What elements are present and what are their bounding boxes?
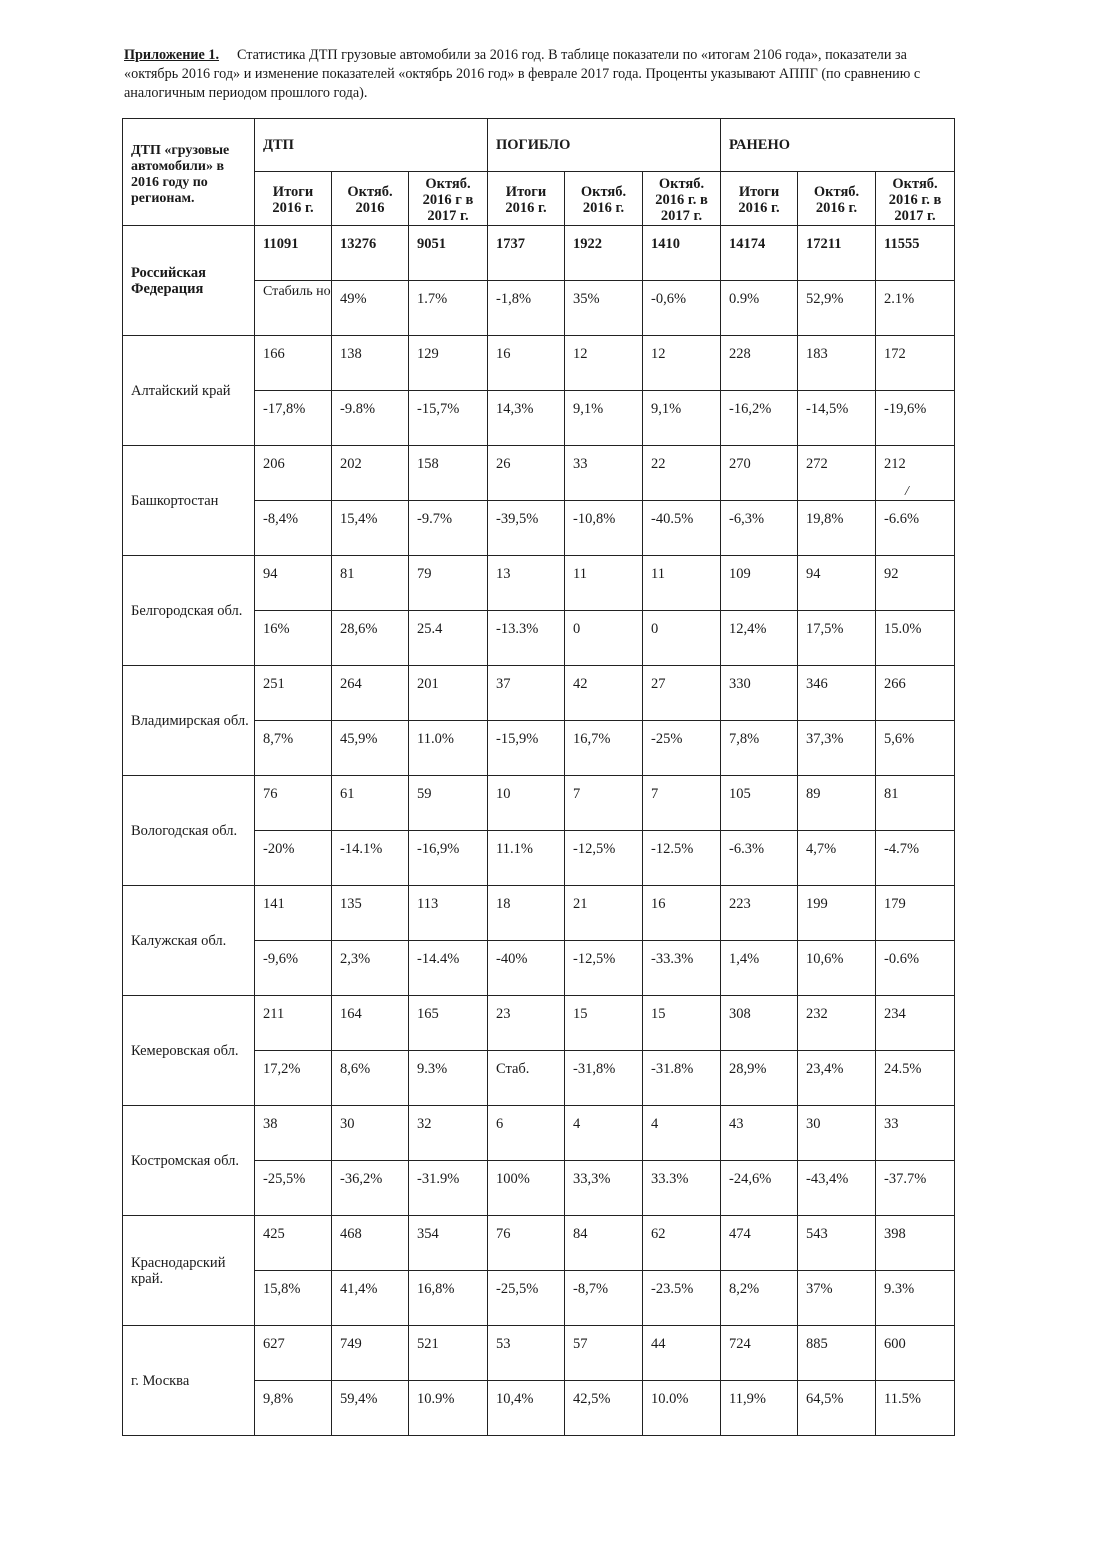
subheader: Октяб. 2016 г. xyxy=(565,172,643,226)
percent-cell: -9.7% xyxy=(409,501,488,556)
value-cell: 13 xyxy=(488,556,565,611)
percent-cell: 1,4% xyxy=(721,941,798,996)
percent-cell: 64,5% xyxy=(798,1381,876,1436)
percent-cell: -16,2% xyxy=(721,391,798,446)
value-cell: 206 xyxy=(255,446,332,501)
percent-cell: -23.5% xyxy=(643,1271,721,1326)
value-cell: 179 xyxy=(876,886,955,941)
table-row-values xyxy=(123,556,955,611)
percent-cell: 11.0% xyxy=(409,721,488,776)
percent-cell: -0,6% xyxy=(643,281,721,336)
value-cell: 42 xyxy=(565,666,643,721)
percent-cell: -4.7% xyxy=(876,831,955,886)
value-cell: 354 xyxy=(409,1216,488,1271)
value-cell: 30 xyxy=(798,1106,876,1161)
value-cell: 138 xyxy=(332,336,409,391)
table-row-values xyxy=(123,446,955,501)
percent-cell: 8,2% xyxy=(721,1271,798,1326)
percent-cell: -24,6% xyxy=(721,1161,798,1216)
table-row-values xyxy=(123,336,955,391)
value-cell: 228 xyxy=(721,336,798,391)
region-name: Костромская обл. xyxy=(123,1106,255,1216)
percent-cell: -31,8% xyxy=(565,1051,643,1106)
percent-cell: -40% xyxy=(488,941,565,996)
percent-cell: 0.9% xyxy=(721,281,798,336)
percent-cell: 42,5% xyxy=(565,1381,643,1436)
percent-cell: -8,7% xyxy=(565,1271,643,1326)
percent-cell: 14,3% xyxy=(488,391,565,446)
percent-cell: -12.5% xyxy=(643,831,721,886)
percent-cell: -31.8% xyxy=(643,1051,721,1106)
table-row-values xyxy=(123,226,955,281)
value-cell: 94 xyxy=(255,556,332,611)
value-cell: 7 xyxy=(643,776,721,831)
value-cell: 164 xyxy=(332,996,409,1051)
value-cell: 165 xyxy=(409,996,488,1051)
value-cell: 16 xyxy=(488,336,565,391)
value-cell: 129 xyxy=(409,336,488,391)
value-cell: 885 xyxy=(798,1326,876,1381)
value-cell: 27 xyxy=(643,666,721,721)
value-cell: 724 xyxy=(721,1326,798,1381)
value-cell: 16 xyxy=(643,886,721,941)
percent-cell: 37% xyxy=(798,1271,876,1326)
value-cell: 330 xyxy=(721,666,798,721)
value-cell: 37 xyxy=(488,666,565,721)
percent-cell: -17,8% xyxy=(255,391,332,446)
region-name: Российская Федерация xyxy=(123,226,255,336)
value-cell: 13276 xyxy=(332,226,409,281)
percent-cell: Стабиль но xyxy=(255,281,332,336)
percent-cell: 10,6% xyxy=(798,941,876,996)
percent-cell: -14.4% xyxy=(409,941,488,996)
value-cell: 308 xyxy=(721,996,798,1051)
percent-cell: -6,3% xyxy=(721,501,798,556)
value-cell: 7 xyxy=(565,776,643,831)
percent-cell: -31.9% xyxy=(409,1161,488,1216)
percent-cell: -14.1% xyxy=(332,831,409,886)
value-cell: 53 xyxy=(488,1326,565,1381)
corner-header: ДТП «грузовые автомобили» в 2016 году по регионам. xyxy=(123,119,255,226)
percent-cell: Стаб. xyxy=(488,1051,565,1106)
value-cell: 202 xyxy=(332,446,409,501)
table-row-values xyxy=(123,1106,955,1161)
percent-cell: 37,3% xyxy=(798,721,876,776)
value-cell: 201 xyxy=(409,666,488,721)
value-cell: 89 xyxy=(798,776,876,831)
percent-cell: -37.7% xyxy=(876,1161,955,1216)
value-cell: 270 xyxy=(721,446,798,501)
value-cell: 12 xyxy=(643,336,721,391)
percent-cell: -15,9% xyxy=(488,721,565,776)
percent-cell: 33.3% xyxy=(643,1161,721,1216)
percent-cell: 16,8% xyxy=(409,1271,488,1326)
percent-cell: 4,7% xyxy=(798,831,876,886)
percent-cell: -33.3% xyxy=(643,941,721,996)
percent-cell: -1,8% xyxy=(488,281,565,336)
value-cell: 92 xyxy=(876,556,955,611)
accident-statistics-table xyxy=(122,118,955,1436)
value-cell: 158 xyxy=(409,446,488,501)
percent-cell: -15,7% xyxy=(409,391,488,446)
region-name: г. Москва xyxy=(123,1326,255,1436)
value-cell: 1737 xyxy=(488,226,565,281)
value-cell: 425 xyxy=(255,1216,332,1271)
table-row-values xyxy=(123,1216,955,1271)
table-row-values xyxy=(123,996,955,1051)
percent-cell: 8,6% xyxy=(332,1051,409,1106)
value-cell: 183 xyxy=(798,336,876,391)
percent-cell: 2.1% xyxy=(876,281,955,336)
value-cell: 600 xyxy=(876,1326,955,1381)
subheader: Октяб. 2016 xyxy=(332,172,409,226)
region-name: Белгородская обл. xyxy=(123,556,255,666)
percent-cell: 10.9% xyxy=(409,1381,488,1436)
region-name: Владимирская обл. xyxy=(123,666,255,776)
value-cell: 26 xyxy=(488,446,565,501)
percent-cell: 9,1% xyxy=(565,391,643,446)
subheader: Октяб. 2016 г. в 2017 г. xyxy=(643,172,721,226)
value-cell: 251 xyxy=(255,666,332,721)
percent-cell: 24.5% xyxy=(876,1051,955,1106)
value-cell: 61 xyxy=(332,776,409,831)
region-name: Алтайский край xyxy=(123,336,255,446)
percent-cell: -36,2% xyxy=(332,1161,409,1216)
percent-cell: -12,5% xyxy=(565,831,643,886)
percent-cell: -8,4% xyxy=(255,501,332,556)
value-cell: 4 xyxy=(565,1106,643,1161)
percent-cell: 9,8% xyxy=(255,1381,332,1436)
percent-cell: 2,3% xyxy=(332,941,409,996)
percent-cell: 10.0% xyxy=(643,1381,721,1436)
value-cell: 94 xyxy=(798,556,876,611)
percent-cell: -25% xyxy=(643,721,721,776)
subheader: Итоги 2016 г. xyxy=(721,172,798,226)
value-cell: 14174 xyxy=(721,226,798,281)
percent-cell: -13.3% xyxy=(488,611,565,666)
value-cell: 4 xyxy=(643,1106,721,1161)
percent-cell: 16,7% xyxy=(565,721,643,776)
percent-cell: 11,9% xyxy=(721,1381,798,1436)
value-cell: 398 xyxy=(876,1216,955,1271)
value-cell: 22 xyxy=(643,446,721,501)
percent-cell: 9.3% xyxy=(409,1051,488,1106)
percent-cell: 0 xyxy=(565,611,643,666)
value-cell: 44 xyxy=(643,1326,721,1381)
percent-cell: -43,4% xyxy=(798,1161,876,1216)
table-row-values xyxy=(123,1326,955,1381)
value-cell: 627 xyxy=(255,1326,332,1381)
percent-cell: -40.5% xyxy=(643,501,721,556)
region-name: Вологодская обл. xyxy=(123,776,255,886)
group-header-injured: РАНЕНО xyxy=(721,119,955,172)
subheader: Итоги 2016 г. xyxy=(488,172,565,226)
value-cell: 1410 xyxy=(643,226,721,281)
value-cell: 11 xyxy=(643,556,721,611)
value-cell: 81 xyxy=(876,776,955,831)
value-cell: 57 xyxy=(565,1326,643,1381)
table-row-values xyxy=(123,886,955,941)
value-cell: 266 xyxy=(876,666,955,721)
value-cell: 59 xyxy=(409,776,488,831)
value-cell: 9051 xyxy=(409,226,488,281)
percent-cell: -6.3% xyxy=(721,831,798,886)
value-cell: 79 xyxy=(409,556,488,611)
percent-cell: 15,8% xyxy=(255,1271,332,1326)
percent-cell: -12,5% xyxy=(565,941,643,996)
value-cell: 15 xyxy=(565,996,643,1051)
percent-cell: 59,4% xyxy=(332,1381,409,1436)
value-cell: 109 xyxy=(721,556,798,611)
group-header-killed: ПОГИБЛО xyxy=(488,119,721,172)
value-cell: 21 xyxy=(565,886,643,941)
pen-mark: / xyxy=(905,484,909,499)
value-cell: 62 xyxy=(643,1216,721,1271)
percent-cell: -39,5% xyxy=(488,501,565,556)
value-cell: 11555 xyxy=(876,226,955,281)
value-cell: 212 xyxy=(876,446,955,501)
percent-cell: 9.3% xyxy=(876,1271,955,1326)
percent-cell: -20% xyxy=(255,831,332,886)
header-group-row xyxy=(123,119,955,172)
value-cell: 113 xyxy=(409,886,488,941)
value-cell: 166 xyxy=(255,336,332,391)
value-cell: 6 xyxy=(488,1106,565,1161)
value-cell: 135 xyxy=(332,886,409,941)
percent-cell: 28,6% xyxy=(332,611,409,666)
value-cell: 1922 xyxy=(565,226,643,281)
intro-paragraph xyxy=(124,46,954,103)
percent-cell: 7,8% xyxy=(721,721,798,776)
table-row-values xyxy=(123,776,955,831)
percent-cell: 49% xyxy=(332,281,409,336)
percent-cell: 1.7% xyxy=(409,281,488,336)
value-cell: 211 xyxy=(255,996,332,1051)
value-cell: 18 xyxy=(488,886,565,941)
percent-cell: 33,3% xyxy=(565,1161,643,1216)
percent-cell: 9,1% xyxy=(643,391,721,446)
value-cell: 32 xyxy=(409,1106,488,1161)
value-cell: 264 xyxy=(332,666,409,721)
value-cell: 43 xyxy=(721,1106,798,1161)
percent-cell: -25,5% xyxy=(488,1271,565,1326)
percent-cell: 10,4% xyxy=(488,1381,565,1436)
percent-cell: 17,5% xyxy=(798,611,876,666)
percent-cell: 52,9% xyxy=(798,281,876,336)
percent-cell: -9.8% xyxy=(332,391,409,446)
table-row-values xyxy=(123,666,955,721)
percent-cell: -0.6% xyxy=(876,941,955,996)
percent-cell: 0 xyxy=(643,611,721,666)
value-cell: 223 xyxy=(721,886,798,941)
region-name: Кемеровская обл. xyxy=(123,996,255,1106)
percent-cell: 23,4% xyxy=(798,1051,876,1106)
percent-cell: 28,9% xyxy=(721,1051,798,1106)
intro-text: Статистика ДТП грузовые автомобили за 2016 год. В таблице показатели по «итогам 2106 года», показатели за «октябрь 2016 год» и изменение показателей «октябрь 2016 год» в феврале 2017 года. Проценты указывают АППГ (по сравнению с аналогичным периодом прошлого года). xyxy=(124,47,921,101)
percent-cell: 17,2% xyxy=(255,1051,332,1106)
value-cell: 33 xyxy=(565,446,643,501)
value-cell: 76 xyxy=(488,1216,565,1271)
value-cell: 272 xyxy=(798,446,876,501)
percent-cell: 5,6% xyxy=(876,721,955,776)
percent-cell: 8,7% xyxy=(255,721,332,776)
value-cell: 749 xyxy=(332,1326,409,1381)
value-cell: 141 xyxy=(255,886,332,941)
value-cell: 15 xyxy=(643,996,721,1051)
region-name: Краснодарский край. xyxy=(123,1216,255,1326)
subheader: Октяб. 2016 г. xyxy=(798,172,876,226)
percent-cell: -10,8% xyxy=(565,501,643,556)
subheader: Итоги 2016 г. xyxy=(255,172,332,226)
percent-cell: 16% xyxy=(255,611,332,666)
value-cell: 10 xyxy=(488,776,565,831)
value-cell: 11091 xyxy=(255,226,332,281)
percent-cell: 11.5% xyxy=(876,1381,955,1436)
group-header-dtp: ДТП xyxy=(255,119,488,172)
subheader: Октяб. 2016 г в 2017 г. xyxy=(409,172,488,226)
value-cell: 234 xyxy=(876,996,955,1051)
value-cell: 30 xyxy=(332,1106,409,1161)
value-cell: 346 xyxy=(798,666,876,721)
percent-cell: 19,8% xyxy=(798,501,876,556)
value-cell: 474 xyxy=(721,1216,798,1271)
percent-cell: -14,5% xyxy=(798,391,876,446)
percent-cell: 35% xyxy=(565,281,643,336)
percent-cell: -16,9% xyxy=(409,831,488,886)
percent-cell: 12,4% xyxy=(721,611,798,666)
value-cell: 543 xyxy=(798,1216,876,1271)
percent-cell: 45,9% xyxy=(332,721,409,776)
value-cell: 84 xyxy=(565,1216,643,1271)
region-name: Калужская обл. xyxy=(123,886,255,996)
value-cell: 33 xyxy=(876,1106,955,1161)
value-cell: 105 xyxy=(721,776,798,831)
value-cell: 521 xyxy=(409,1326,488,1381)
percent-cell: 100% xyxy=(488,1161,565,1216)
percent-cell: 41,4% xyxy=(332,1271,409,1326)
percent-cell: 11.1% xyxy=(488,831,565,886)
value-cell: 172 xyxy=(876,336,955,391)
value-cell: 232 xyxy=(798,996,876,1051)
appendix-label: Приложение 1. xyxy=(124,47,220,63)
percent-cell: 25.4 xyxy=(409,611,488,666)
value-cell: 11 xyxy=(565,556,643,611)
percent-cell: -6.6% xyxy=(876,501,955,556)
percent-cell: 15.0% xyxy=(876,611,955,666)
value-cell: 81 xyxy=(332,556,409,611)
percent-cell: -25,5% xyxy=(255,1161,332,1216)
value-cell: 38 xyxy=(255,1106,332,1161)
percent-cell: -19,6% xyxy=(876,391,955,446)
value-cell: 199 xyxy=(798,886,876,941)
percent-cell: -9,6% xyxy=(255,941,332,996)
value-cell: 17211 xyxy=(798,226,876,281)
percent-cell: 15,4% xyxy=(332,501,409,556)
subheader: Октяб. 2016 г. в 2017 г. xyxy=(876,172,955,226)
value-cell: 76 xyxy=(255,776,332,831)
value-cell: 12 xyxy=(565,336,643,391)
region-name: Башкортостан xyxy=(123,446,255,556)
value-cell: 468 xyxy=(332,1216,409,1271)
value-cell: 23 xyxy=(488,996,565,1051)
